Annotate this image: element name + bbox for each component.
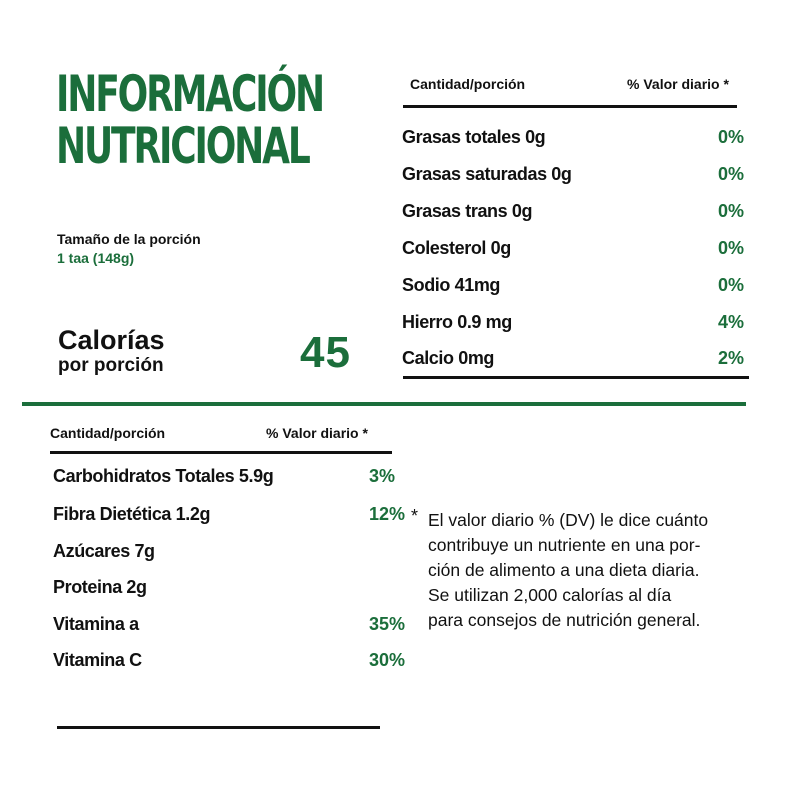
table-row-label: Calcio 0mg (402, 348, 495, 368)
right-table-top-rule (403, 105, 737, 108)
section-divider (22, 402, 746, 406)
table-row-label: Azúcares 7g (53, 541, 155, 561)
table-row-dv: 12% (369, 504, 406, 524)
right-table-dv-header: % Valor diario * (627, 76, 729, 92)
table-row-dv: 3% (369, 466, 396, 486)
calories-sub-label: por porción (58, 355, 164, 376)
table-row-label: Vitamina a (53, 614, 139, 634)
table-row-dv: 35% (369, 614, 406, 634)
table-row-dv: 0% (718, 127, 745, 147)
table-row-dv: 30% (369, 650, 406, 670)
table-row-dv: 0% (718, 238, 745, 258)
table-row-label: Carbohidratos Totales 5.9g (53, 466, 274, 486)
table-row-dv: 0% (718, 164, 745, 184)
table-row-label: Proteina 2g (53, 577, 147, 597)
table-row-label: Fibra Dietética 1.2g (53, 504, 211, 524)
footnote-line: Se utilizan 2,000 calorías al día (428, 585, 672, 605)
title-line-2: NUTRICIONAL (56, 117, 309, 175)
footnote-line: para consejos de nutrición general. (428, 610, 701, 630)
left-table-top-rule (50, 451, 392, 454)
table-row-label: Grasas totales 0g (402, 127, 546, 147)
right-table-bottom-rule (403, 376, 749, 379)
table-row-label: Grasas trans 0g (402, 201, 533, 221)
table-row-dv: 0% (718, 275, 745, 295)
left-table-dv-header: % Valor diario * (266, 425, 368, 441)
footnote-text (428, 508, 768, 633)
table-row-label: Sodio 41mg (402, 275, 501, 295)
left-table-bottom-rule (57, 726, 380, 729)
table-row-dv: 4% (718, 312, 745, 332)
serving-size-value: 1 taa (148g) (57, 250, 135, 266)
table-row-dv: 2% (718, 348, 745, 368)
footnote-line: contribuye un nutriente en una por- (428, 535, 701, 555)
footnote-line: ción de alimento a una dieta diaria. (428, 560, 700, 580)
table-row-label: Vitamina C (53, 650, 142, 670)
title-line-1: INFORMACIÓN (56, 65, 323, 123)
table-row-label: Grasas saturadas 0g (402, 164, 572, 184)
footnote-line: El valor diario % (DV) le dice cuánto (428, 510, 709, 530)
calories-value: 45 (300, 328, 351, 377)
footnote-asterisk: * (411, 506, 419, 526)
calories-label: Calorías (58, 325, 165, 355)
serving-size-label: Tamaño de la porción (57, 231, 201, 247)
left-table-amount-header: Cantidad/porción (50, 425, 166, 441)
table-row-dv: 0% (718, 201, 745, 221)
table-row-label: Colesterol 0g (402, 238, 511, 258)
table-row-label: Hierro 0.9 mg (402, 312, 512, 332)
right-table-amount-header: Cantidad/porción (410, 76, 526, 92)
page-title (56, 65, 323, 175)
